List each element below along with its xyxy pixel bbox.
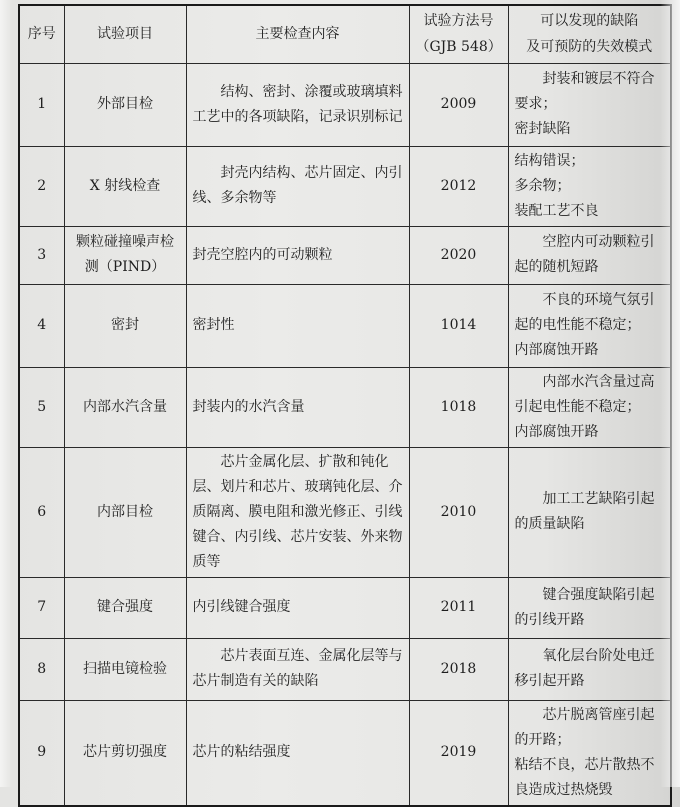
row-defects bbox=[508, 577, 671, 638]
page-edge-shadow bbox=[0, 0, 12, 787]
row-no: 2 bbox=[19, 146, 64, 226]
row-content: 封壳内结构、芯片固定、内引线、多余物等 bbox=[186, 146, 409, 226]
row-content: 封装内的水汽含量 bbox=[186, 367, 409, 447]
row-content: 封壳空腔内的可动颗粒 bbox=[186, 226, 409, 284]
table-row bbox=[19, 700, 671, 806]
row-no: 1 bbox=[19, 63, 64, 146]
defect-text: 结构错误； bbox=[514, 152, 585, 169]
row-defects bbox=[508, 226, 671, 284]
header-method-line2: （GJB 548） bbox=[415, 39, 502, 56]
row-item: X 射线检查 bbox=[64, 146, 186, 226]
row-item: 内部目检 bbox=[64, 447, 186, 577]
defect-text: 芯片脱离管座引起的开路； bbox=[514, 706, 655, 748]
table-row bbox=[19, 63, 671, 146]
row-item: 内部水汽含量 bbox=[64, 367, 186, 447]
row-item: 密封 bbox=[64, 284, 186, 367]
header-defect-line2: 及可预防的失效模式 bbox=[526, 39, 653, 56]
page-edge-fade bbox=[660, 0, 680, 787]
defect-text: 不良的环境气氛引起的电性能不稳定； bbox=[514, 292, 655, 333]
row-content: 芯片的粘结强度 bbox=[186, 700, 409, 806]
header-no: 序号 bbox=[19, 5, 64, 63]
header-method-line1: 试验方法号 bbox=[423, 13, 494, 30]
row-content: 芯片金属化层、扩散和钝化层、划片和芯片、玻璃钝化层、介质隔离、膜电阻和激光修正、引线键合、内引线、芯片安装、外来物质等 bbox=[186, 447, 409, 577]
row-defects bbox=[508, 447, 671, 577]
row-no: 4 bbox=[19, 284, 64, 367]
row-no: 5 bbox=[19, 367, 64, 447]
row-method: 2010 bbox=[409, 447, 508, 577]
header-method bbox=[409, 5, 508, 63]
row-method: 2018 bbox=[409, 638, 508, 700]
defect-text: 内部水汽含量过高引起电性能不稳定； bbox=[514, 373, 655, 415]
header-item: 试验项目 bbox=[64, 5, 186, 63]
defect-text: 密封缺陷 bbox=[514, 121, 571, 137]
row-item: 芯片剪切强度 bbox=[64, 700, 186, 806]
row-no: 3 bbox=[19, 226, 64, 284]
row-method: 1018 bbox=[409, 367, 508, 447]
defect-text: 氧化层台阶处电迁移引起开路 bbox=[514, 648, 655, 689]
defect-text: 多余物； bbox=[514, 177, 571, 194]
row-item: 颗粒碰撞噪声检测（PIND） bbox=[64, 226, 186, 284]
row-defects bbox=[508, 284, 671, 367]
header-defect-line1: 可以发现的缺陷 bbox=[540, 13, 639, 30]
row-content: 密封性 bbox=[186, 284, 409, 367]
row-method: 2012 bbox=[409, 146, 508, 226]
row-no: 8 bbox=[19, 638, 64, 700]
table-row bbox=[19, 577, 671, 638]
row-defects bbox=[508, 700, 671, 806]
row-item: 键合强度 bbox=[64, 577, 186, 638]
table-row bbox=[19, 367, 671, 447]
row-defects bbox=[508, 63, 671, 146]
table-row bbox=[19, 226, 671, 284]
row-content: 芯片表面互连、金属化层等与芯片制造有关的缺陷 bbox=[186, 638, 409, 700]
table-row bbox=[19, 638, 671, 700]
inspection-test-table bbox=[18, 4, 672, 807]
header-content: 主要检查内容 bbox=[186, 5, 409, 63]
row-method: 2019 bbox=[409, 700, 508, 806]
defect-text: 内部腐蚀开路 bbox=[514, 342, 599, 358]
defect-text: 粘结不良，芯片散热不良造成过热烧毁 bbox=[514, 756, 655, 798]
defect-text: 装配工艺不良 bbox=[514, 202, 599, 219]
defect-text: 加工工艺缺陷引起的质量缺陷 bbox=[514, 491, 655, 532]
row-item: 扫描电镜检验 bbox=[64, 638, 186, 700]
table-row bbox=[19, 284, 671, 367]
row-defects bbox=[508, 367, 671, 447]
row-method: 2009 bbox=[409, 63, 508, 146]
row-item: 外部目检 bbox=[64, 63, 186, 146]
defect-text: 空腔内可动颗粒引起的随机短路 bbox=[514, 234, 655, 275]
table-row bbox=[19, 146, 671, 226]
table-header-row bbox=[19, 5, 671, 63]
row-no: 7 bbox=[19, 577, 64, 638]
header-defect bbox=[508, 5, 671, 63]
row-method: 1014 bbox=[409, 284, 508, 367]
row-no: 6 bbox=[19, 447, 64, 577]
row-defects bbox=[508, 638, 671, 700]
defect-text: 封装和镀层不符合要求； bbox=[514, 71, 655, 112]
defect-text: 键合强度缺陷引起的引线开路 bbox=[514, 586, 655, 628]
row-no: 9 bbox=[19, 700, 64, 806]
table-row bbox=[19, 447, 671, 577]
row-content: 内引线键合强度 bbox=[186, 577, 409, 638]
row-method: 2011 bbox=[409, 577, 508, 638]
row-defects bbox=[508, 146, 671, 226]
row-method: 2020 bbox=[409, 226, 508, 284]
row-content: 结构、密封、涂覆或玻璃填料工艺中的各项缺陷，记录识别标记 bbox=[186, 63, 409, 146]
defect-text: 内部腐蚀开路 bbox=[514, 423, 599, 440]
